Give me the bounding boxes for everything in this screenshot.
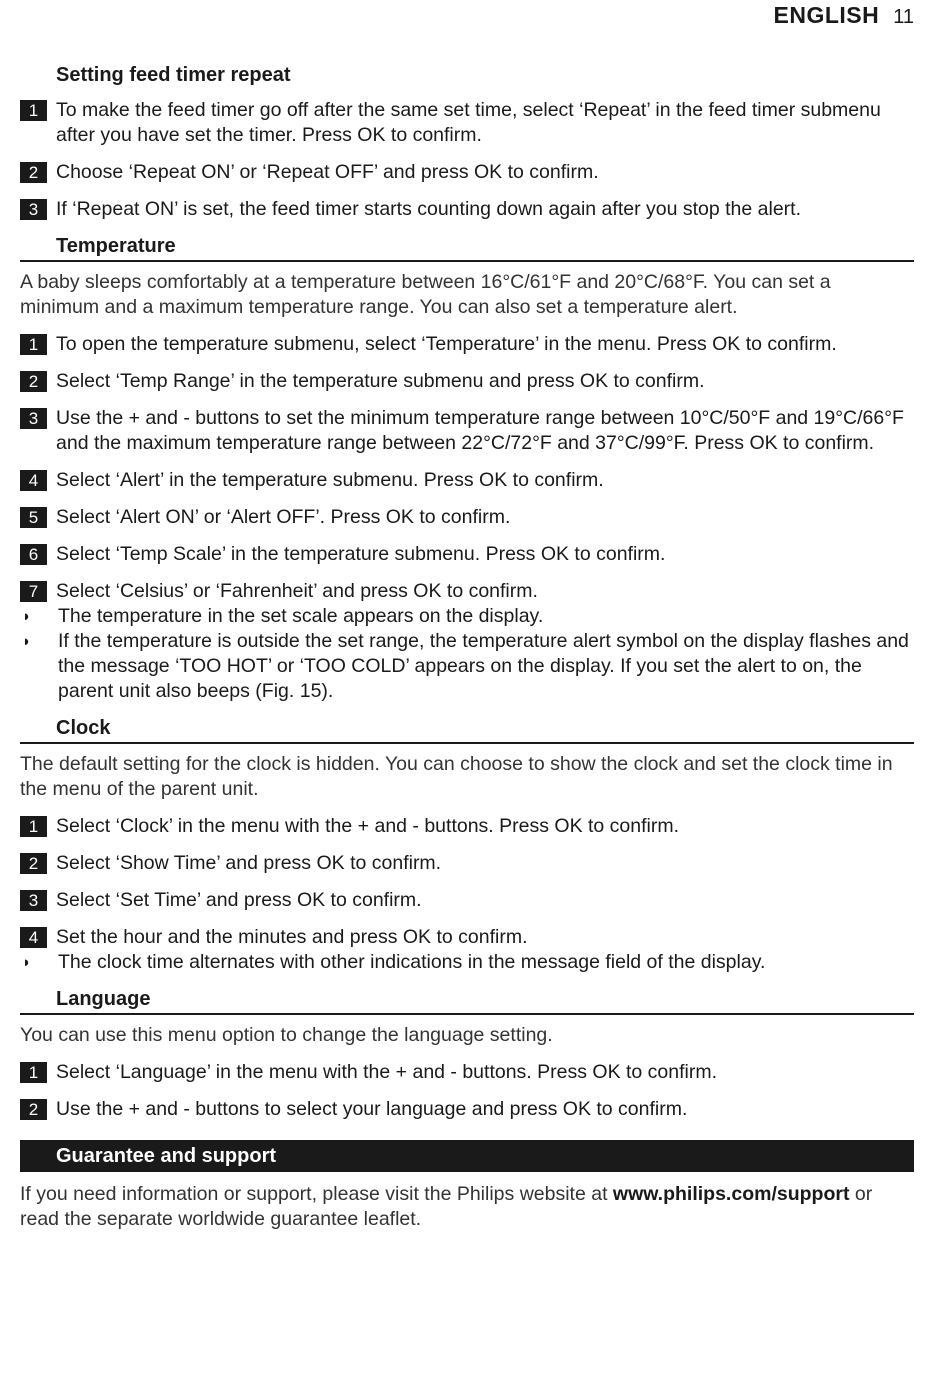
- page-content: [20, 60, 914, 1244]
- step-item: [20, 406, 914, 456]
- bullet-icon: ◗: [22, 608, 32, 625]
- language-intro: You can use this menu option to change the language setting.: [20, 1024, 553, 1046]
- step-text: Select ‘Temp Scale’ in the temperature submenu. Press OK to confirm.: [56, 543, 666, 565]
- step-item: [20, 468, 914, 493]
- temperature-steps: [20, 332, 914, 704]
- language-label: ENGLISH: [773, 2, 880, 28]
- step-text: To open the temperature submenu, select ‘Temperature’ in the menu. Press OK to confirm.: [56, 333, 837, 355]
- result-bullet: [20, 629, 914, 704]
- bullet-text: The clock time alternates with other indications in the message field of the display.: [58, 951, 766, 973]
- step-number: 3: [20, 408, 47, 429]
- step-text: Choose ‘Repeat ON’ or ‘Repeat OFF’ and press OK to confirm.: [56, 161, 599, 183]
- step-item: [20, 579, 914, 604]
- step-text: Select ‘Clock’ in the menu with the + and - buttons. Press OK to confirm.: [56, 815, 680, 837]
- guarantee-text: [20, 1182, 914, 1232]
- step-item: [20, 1060, 914, 1085]
- step-number: 2: [20, 853, 47, 874]
- step-item: [20, 814, 914, 839]
- step-item: [20, 197, 914, 222]
- temperature-intro: A baby sleeps comfortably at a temperature between 16°C/61°F and 20°C/68°F. You can set a minimum and a maximum temperature range. You can also set a temperature alert.: [20, 271, 831, 318]
- step-item: [20, 542, 914, 567]
- guarantee-heading-bar: Guarantee and support: [20, 1140, 914, 1172]
- result-bullet: [20, 604, 914, 629]
- step-number: 2: [20, 1099, 47, 1120]
- step-number: 4: [20, 470, 47, 491]
- step-text: Set the hour and the minutes and press OK to confirm.: [56, 926, 528, 948]
- step-item: [20, 332, 914, 357]
- step-text: Select ‘Alert ON’ or ‘Alert OFF’. Press OK to confirm.: [56, 506, 511, 528]
- step-number: 1: [20, 334, 47, 355]
- step-number: 6: [20, 544, 47, 565]
- step-text: If ‘Repeat ON’ is set, the feed timer starts counting down again after you stop the alert.: [56, 198, 801, 220]
- step-text: Use the + and - buttons to set the minimum temperature range between 10°C/50°F and 19°C/66°F and the maximum temperature range between 22°C/72°F and 37°C/99°F. Press OK to confirm.: [56, 407, 904, 454]
- step-text: Select ‘Alert’ in the temperature submenu. Press OK to confirm.: [56, 469, 604, 491]
- step-item: [20, 160, 914, 185]
- step-item: [20, 1097, 914, 1122]
- page-header: [774, 2, 915, 29]
- step-text: Select ‘Celsius’ or ‘Fahrenheit’ and press OK to confirm.: [56, 580, 538, 602]
- step-item: [20, 851, 914, 876]
- step-number: 3: [20, 890, 47, 911]
- page-number: 11: [893, 6, 914, 28]
- step-number: 2: [20, 371, 47, 392]
- clock-intro: The default setting for the clock is hidden. You can choose to show the clock and set the clock time in the menu of the parent unit.: [20, 753, 893, 800]
- temperature-heading: Temperature: [20, 234, 914, 262]
- language-heading: Language: [20, 987, 914, 1015]
- step-number: 5: [20, 507, 47, 528]
- result-bullets: [20, 950, 914, 975]
- bullet-icon: ◗: [22, 954, 32, 971]
- bullet-text: If the temperature is outside the set range, the temperature alert symbol on the display flashes and the message ‘TOO HOT’ or ‘TOO COLD’ appears on the display. If you set the alert to on, the parent unit also beeps (Fig. 15).: [58, 630, 909, 702]
- bullet-text: The temperature in the set scale appears on the display.: [58, 605, 544, 627]
- step-number: 4: [20, 927, 47, 948]
- clock-steps: [20, 814, 914, 975]
- step-item: [20, 98, 914, 148]
- step-text: To make the feed timer go off after the same set time, select ‘Repeat’ in the feed timer submenu after you have set the timer. Press OK to confirm.: [56, 99, 881, 146]
- step-item: [20, 888, 914, 913]
- guarantee-text-before: If you need information or support, please visit the Philips website at: [20, 1183, 613, 1205]
- bullet-icon: ◗: [22, 633, 32, 650]
- feed-timer-heading: Setting feed timer repeat: [56, 64, 291, 86]
- feed-timer-steps: [20, 98, 914, 222]
- step-text: Select ‘Show Time’ and press OK to confirm.: [56, 852, 442, 874]
- result-bullets: [20, 604, 914, 704]
- step-number: 2: [20, 162, 47, 183]
- support-url-link[interactable]: www.philips.com/support: [612, 1183, 850, 1205]
- step-number: 1: [20, 100, 47, 121]
- step-text: Select ‘Language’ in the menu with the + and - buttons. Press OK to confirm.: [56, 1061, 718, 1083]
- step-number: 1: [20, 816, 47, 837]
- clock-heading: Clock: [20, 716, 914, 744]
- language-steps: [20, 1060, 914, 1122]
- step-item: [20, 369, 914, 394]
- step-text: Use the + and - buttons to select your language and press OK to confirm.: [56, 1098, 688, 1120]
- step-number: 3: [20, 199, 47, 220]
- step-item: [20, 505, 914, 530]
- step-text: Select ‘Set Time’ and press OK to confirm.: [56, 889, 422, 911]
- step-number: 1: [20, 1062, 47, 1083]
- step-item: [20, 925, 914, 950]
- step-number: 7: [20, 581, 47, 602]
- result-bullet: [20, 950, 914, 975]
- step-text: Select ‘Temp Range’ in the temperature submenu and press OK to confirm.: [56, 370, 705, 392]
- guarantee-text-after: or read the separate worldwide guarantee leaflet.: [20, 1183, 873, 1230]
